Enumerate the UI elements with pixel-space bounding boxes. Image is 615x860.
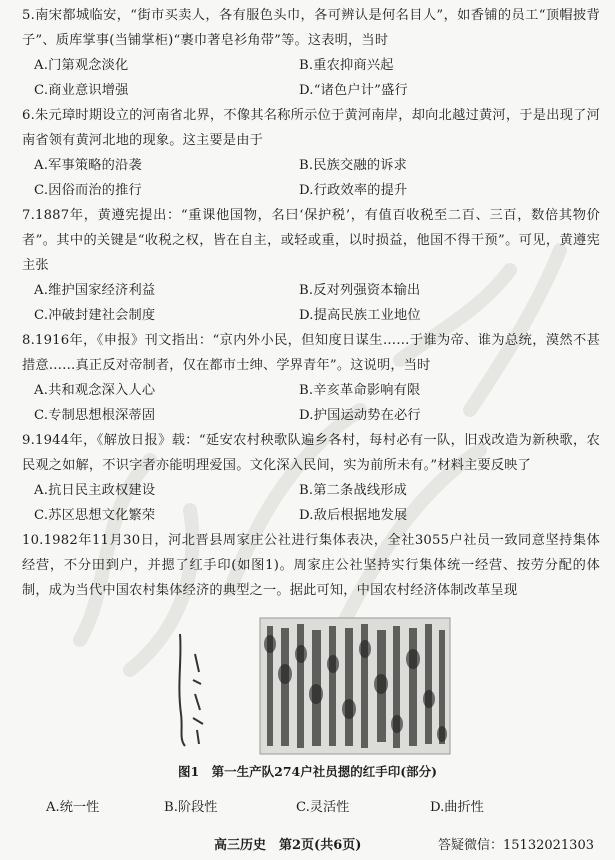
question-10	[22, 528, 600, 603]
q10-option-a: A.统一性	[46, 800, 100, 815]
question-6-stem: 6.朱元璋时期设立的河南省北界，不像其名称所示位于黄河南岸，却向北越过黄河，于是出现了河南省领有黄河北地的现象。这主要是由于	[22, 108, 600, 148]
q6-option-a: A.军事策略的沿袭	[34, 158, 142, 173]
q7-option-c: C.冲破封建社会制度	[34, 308, 156, 323]
question-8-stem: 8.1916年，《申报》刊文指出：“京内外小民，但知度日谋生……于谁为帝、谁为总统，漠然不甚措意……真正反对帝制者，仅在都市士绅、学界青年”。这说明，当时	[22, 333, 600, 373]
q9-option-a: A.抗日民主政权建设	[34, 483, 156, 498]
question-5-stem: 5.南宋都城临安，“街市买卖人，各有服色头巾，各可辨认是何名目人”，如香铺的员工“顶帽披背子”、质库掌事(当铺掌柜)“裹巾著皂衫角带”等。这表明，当时	[22, 8, 600, 48]
question-7	[22, 203, 600, 328]
q6-option-c: C.因俗而治的推行	[34, 183, 142, 198]
q6-option-b: B.民族交融的诉求	[299, 158, 407, 173]
question-8	[22, 328, 600, 428]
q7-option-d: D.提高民族工业地位	[299, 308, 421, 323]
page-number: 高三历史 第2页(共6页)	[214, 838, 362, 853]
question-10-stem: 10.1982年11月30日，河北晋县周家庄公社进行集体表决，全社3055户社员一致同意坚持集体经营，不分田到户，并摁了红手印(如图1)。周家庄公社坚持实行集体统一经营、按劳分配的体制，成为当代中国农村集体经济的典型之一。据此可知，中国农村经济体制改革呈现	[22, 533, 600, 598]
q7-option-b: B.反对列强资本输出	[299, 283, 421, 298]
q8-option-a: A.共和观念深入人心	[34, 383, 156, 398]
q5-option-a: A.门第观念淡化	[34, 58, 129, 73]
question-6	[22, 103, 600, 203]
q9-option-b: B.第二条战线形成	[299, 483, 407, 498]
q8-option-c: C.专制思想根深蒂固	[34, 408, 156, 423]
q10-option-b: B.阶段性	[164, 800, 218, 815]
q5-option-c: C.商业意识增强	[34, 83, 129, 98]
question-9-stem: 9.1944年，《解放日报》载：“延安农村秧歌队遍乡各村，每村必有一队，旧戏改造为新秧歌，农民观之如解，不识字者亦能明理爱国。文化深入民间，实为前所未有。”材料主要反映了	[22, 433, 600, 473]
figure-caption: 图1 第一生产队274户社员摁的红手印(部分)	[177, 764, 438, 779]
q7-option-a: A.维护国家经济利益	[34, 283, 156, 298]
q6-option-d: D.行政效率的提升	[299, 183, 408, 198]
contact-info: 答疑微信：15132021303	[438, 838, 594, 853]
q8-option-d: D.护国运动势在必行	[299, 408, 421, 423]
q9-option-d: D.敌后根据地发展	[299, 508, 408, 523]
red-fingerprint-document-image	[155, 614, 455, 756]
question-5	[22, 3, 600, 103]
q10-option-c: C.灵活性	[296, 800, 350, 815]
q8-option-b: B.辛亥革命影响有限	[299, 383, 421, 398]
q5-option-b: B.重农抑商兴起	[299, 58, 394, 73]
question-7-stem: 7.1887年，黄遵宪提出：“重课他国物，名曰‘保护税’，有值百收税至二百、三百，数倍其物价者”。其中的关键是“收税之权，皆在自主，或轻或重，以时损益，他国不得干预”。可见，黄遵宪主张	[22, 208, 600, 273]
question-9	[22, 428, 600, 528]
q5-option-d: D.“诸色户计”盛行	[299, 83, 408, 98]
q9-option-c: C.苏区思想文化繁荣	[34, 508, 156, 523]
q10-option-d: D.曲折性	[430, 800, 484, 815]
